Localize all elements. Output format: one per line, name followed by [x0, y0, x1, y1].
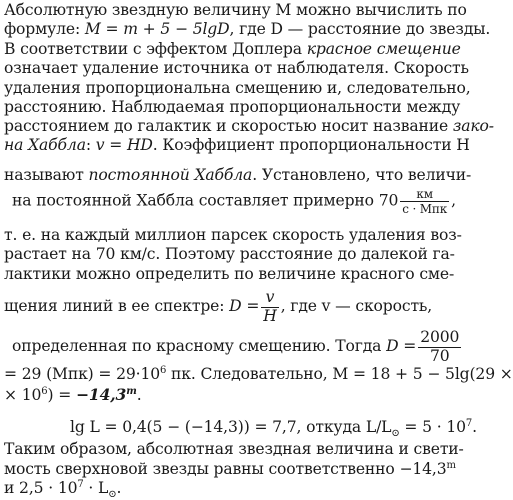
text-line-4: означает удаление источника от наблюдателя. Скорость	[4, 59, 469, 77]
text-line-18: lg L = 0,4(5 − (−14,3)) = 7,7, откуда $L/L_⊙ = 5 \cdot 10^7$.	[70, 417, 477, 440]
text-line-13: лактики можно определить по величине красного сме-	[4, 265, 455, 283]
text-line-16: = 29 $(Мпк) = 29\cdot 10^6$ пк. Следовательно, M = 18 + 5 − 5lg(29 ×	[4, 364, 513, 383]
result-magnitude: $-14,3^m$	[75, 385, 137, 404]
text-line-8: на Хаббла: v = HD. Коэффициент пропорциональности H	[4, 136, 470, 154]
text-line-19: Таким образом, абсолютная звездная величина и свети-	[4, 440, 464, 458]
hubble-formula: v = HD	[95, 136, 153, 154]
text-line-10: на постоянной Хаббла составляет примерно 70 $\frac{км}{\text{с · Мпк}}$ ,	[12, 187, 456, 216]
text-line-9: называют постоянной Хаббла. Установлено, что величи-	[4, 166, 472, 184]
text-line-3: В соответствии с эффектом Доплера красное смещение	[4, 40, 461, 58]
text-line-7: расстоянием до галактик и скоростью носит название зако-	[4, 117, 494, 135]
unit-fraction: $\frac{км}{\text{с · Мпк}}$	[402, 187, 448, 216]
text-line-11: т. е. на каждый миллион парсек скорость удаления воз-	[4, 226, 462, 244]
text-line-21: и $2,5 \cdot 10^7 \cdot L_⊙$.	[4, 478, 122, 500]
term-hubble-law: зако-	[452, 117, 494, 135]
term-hubble-constant: постоянной Хаббла	[88, 166, 253, 184]
text-line-12: растает на 70 км/с. Поэтому расстояние до далекой га-	[4, 245, 455, 263]
term-hubble-law-cont: на Хаббла	[4, 136, 86, 154]
text-line-5: удаления пропорциональна смещению и, следовательно,	[4, 79, 471, 97]
text-line-17: × $10^6) = -14,3^m$.	[4, 385, 142, 404]
term-red-shift: красное смещение	[306, 40, 461, 58]
text-line-2: формуле: M = m + 5 − 5lgD, где D — расстояние до звезды.	[4, 20, 491, 38]
text-line-1: Абсолютную звездную величину M можно вычислить по	[4, 1, 467, 19]
text-line-6: расстоянию. Наблюдаемая пропорциональности между	[4, 98, 461, 116]
text-line-15: определенная по красному смещению. Тогда D = $\frac{2000}{70}$	[12, 328, 460, 365]
distance-calc-fraction: $\frac{2000}{70}$	[420, 328, 460, 365]
magnitude-formula: M = m + 5 − 5lgD	[84, 20, 230, 38]
text-line-14: щения линий в ее спектре: D = $\frac{v}{H}$ , где v — скорость,	[4, 288, 433, 325]
text-line-20: мость сверхновой звезды равны соответственно $-14,3^m$	[4, 459, 456, 478]
distance-fraction: $\frac{v}{H}$	[263, 288, 277, 325]
